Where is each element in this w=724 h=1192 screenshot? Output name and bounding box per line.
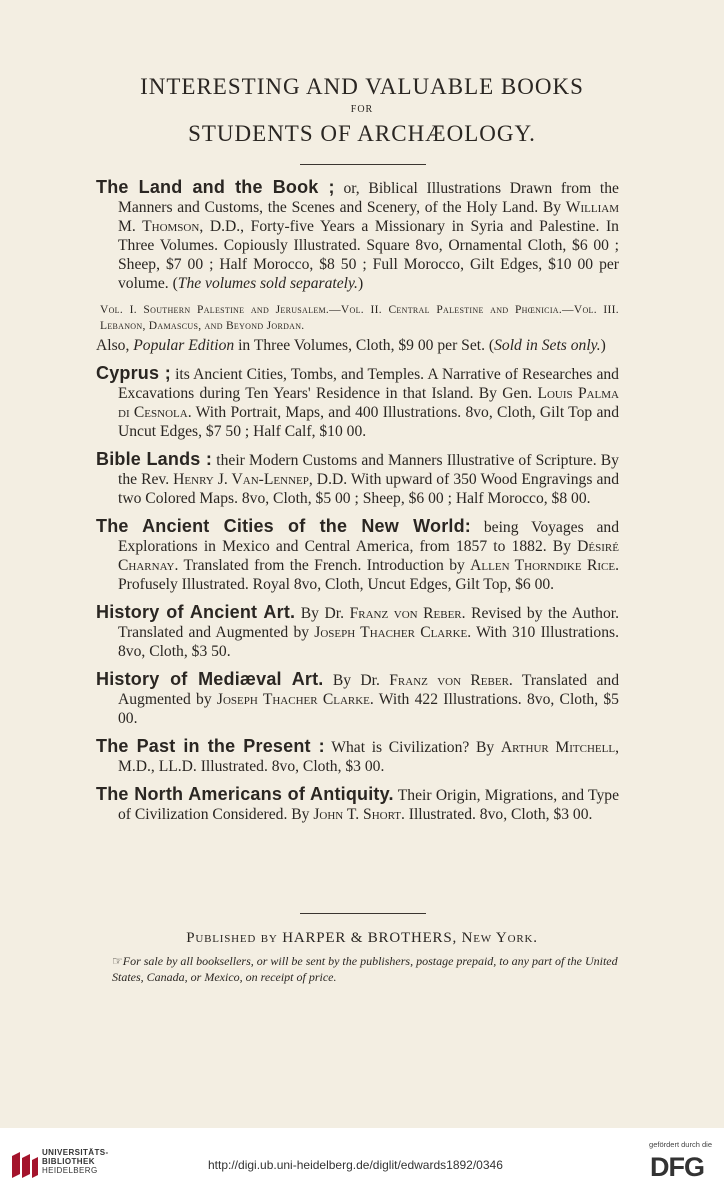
sale-note: ☞For sale by all booksellers, or will be sent by the publishers, postage prepaid, to any part of the United States, Canada, or Mexico, on receipt of price.	[112, 954, 618, 984]
book-entry-ancient-art: History of Ancient Art. By Dr. Franz von Reber. Revised by the Author. Translated and Augmented by Joseph Thacher Clarke. With 310 Illustrations. 8vo, Cloth, $3 50.	[96, 602, 619, 660]
footer-bar	[0, 1128, 724, 1192]
book-author: Arthur Mitchell	[500, 739, 616, 756]
book-author: Franz von Reber	[349, 605, 462, 622]
funded-by-label: gefördert durch die	[649, 1140, 712, 1149]
book-author: Franz von Reber	[389, 672, 509, 689]
volume-list: Vol. I. Southern Palestine and Jerusalem.—Vol. II. Central Palestine and Phœnicia.—Vol. III. Lebanon, Damascus, and Beyond Jordan.	[100, 304, 619, 332]
book-list	[96, 178, 619, 833]
book-entry-north-americans: The North Americans of Antiquity. Their Origin, Migrations, and Type of Civilization Considered. By John T. Short. Illustrated. 8vo, Cloth, $3 00.	[96, 784, 619, 823]
book-entry-cyprus: Cyprus ; its Ancient Cities, Tombs, and Temples. A Narrative of Researches and Excavations during Ten Years' Residence in that Island. By Gen. Louis Palma di Cesnola. With Portrait, Maps, and 400 Illustrations. 8vo, Cloth, Gilt Top and Uncut Edges, $7 50 ; Half Calf, $10 00.	[96, 363, 620, 440]
book-title: Cyprus ;	[96, 363, 171, 383]
bottom-rule	[300, 913, 426, 914]
book-entry-bible-lands: Bible Lands : their Modern Customs and Manners Illustrative of Scripture. By the Rev. Henry J. Van-Lennep, D.D. With upward of 350 Wood Engravings and two Colored Maps. 8vo, Cloth, $5 00 ; Sheep, $6 00 ; Half Morocco, $8 00.	[96, 449, 619, 507]
book-entry-past-in-present: The Past in the Present : What is Civilization? By Arthur Mitchell, M.D., LL.D. Illustrated. 8vo, Cloth, $3 00.	[96, 736, 619, 775]
book-author: Henry J. Van-Lennep	[173, 471, 309, 488]
book-author: Désiré Charnay	[118, 538, 619, 574]
pointing-hand-icon: ☞	[112, 954, 123, 968]
book-entry-land-and-book: The Land and the Book ; or, Biblical Illustrations Drawn from the Manners and Customs, the Scenes and Scenery, of the Holy Land. By William M. Thomson, D.D., Forty-five Years a Missionary in Syria and Palestine. In Three Volumes. Copiously Illustrated. Square 8vo, Ornamental Cloth, $6 00 ; Sheep, $7 00 ; Half Morocco, $8 50 ; Full Morocco, Gilt Edges, $10 00 per volume. (The volumes sold separately.)	[96, 177, 619, 292]
popular-edition-note: Also, Popular Edition in Three Volumes, Cloth, $9 00 per Set. (Sold in Sets only.)	[96, 337, 606, 354]
book-title: History of Ancient Art.	[96, 602, 296, 622]
page-subtitle: STUDENTS OF ARCHÆOLOGY.	[188, 121, 536, 146]
book-title: Bible Lands :	[96, 449, 213, 469]
page-title: INTERESTING AND VALUABLE BOOKS	[140, 74, 584, 99]
book-author: Allen Thorndike Rice	[470, 557, 616, 574]
book-author: Joseph Thacher Clarke	[216, 691, 370, 708]
book-entry-ancient-cities: The Ancient Cities of the New World: being Voyages and Explorations in Mexico and Central America, from 1857 to 1882. By Désiré Charnay. Translated from the French. Introduction by Allen Thorndike Rice. Profusely Illustrated. Royal 8vo, Cloth, Uncut Edges, Gilt Top, $6 00.	[96, 516, 620, 593]
book-title: The Land and the Book ;	[96, 177, 335, 197]
source-url-link[interactable]: http://digi.ub.uni-heidelberg.de/diglit/edwards1892/0346	[208, 1158, 503, 1172]
publisher-line: Published by HARPER & BROTHERS, New York.	[186, 930, 538, 946]
university-library-logo-icon	[8, 1148, 42, 1182]
book-title: History of Mediæval Art.	[96, 669, 324, 689]
book-author: Joseph Thacher Clarke	[314, 624, 468, 641]
title-rule	[300, 164, 426, 165]
book-author: William M. Thomson	[118, 199, 619, 235]
book-title: The North Americans of Antiquity.	[96, 784, 394, 804]
book-title: The Ancient Cities of the New World:	[96, 516, 471, 536]
book-title: The Past in the Present :	[96, 736, 325, 756]
book-entry-medieval-art: History of Mediæval Art. By Dr. Franz von Reber. Translated and Augmented by Joseph Thacher Clarke. With 422 Illustrations. 8vo, Cloth, $5 00.	[96, 669, 619, 727]
book-author: John T. Short	[313, 806, 401, 823]
title-for: FOR	[350, 104, 374, 115]
book-author: Louis Palma di Cesnola	[118, 385, 620, 421]
dfg-logo: DFG	[650, 1152, 704, 1182]
library-name: UNIVERSITÄTS- BIBLIOTHEK HEIDELBERG	[42, 1148, 109, 1175]
publisher-name: HARPER & BROTHERS,	[282, 930, 458, 946]
